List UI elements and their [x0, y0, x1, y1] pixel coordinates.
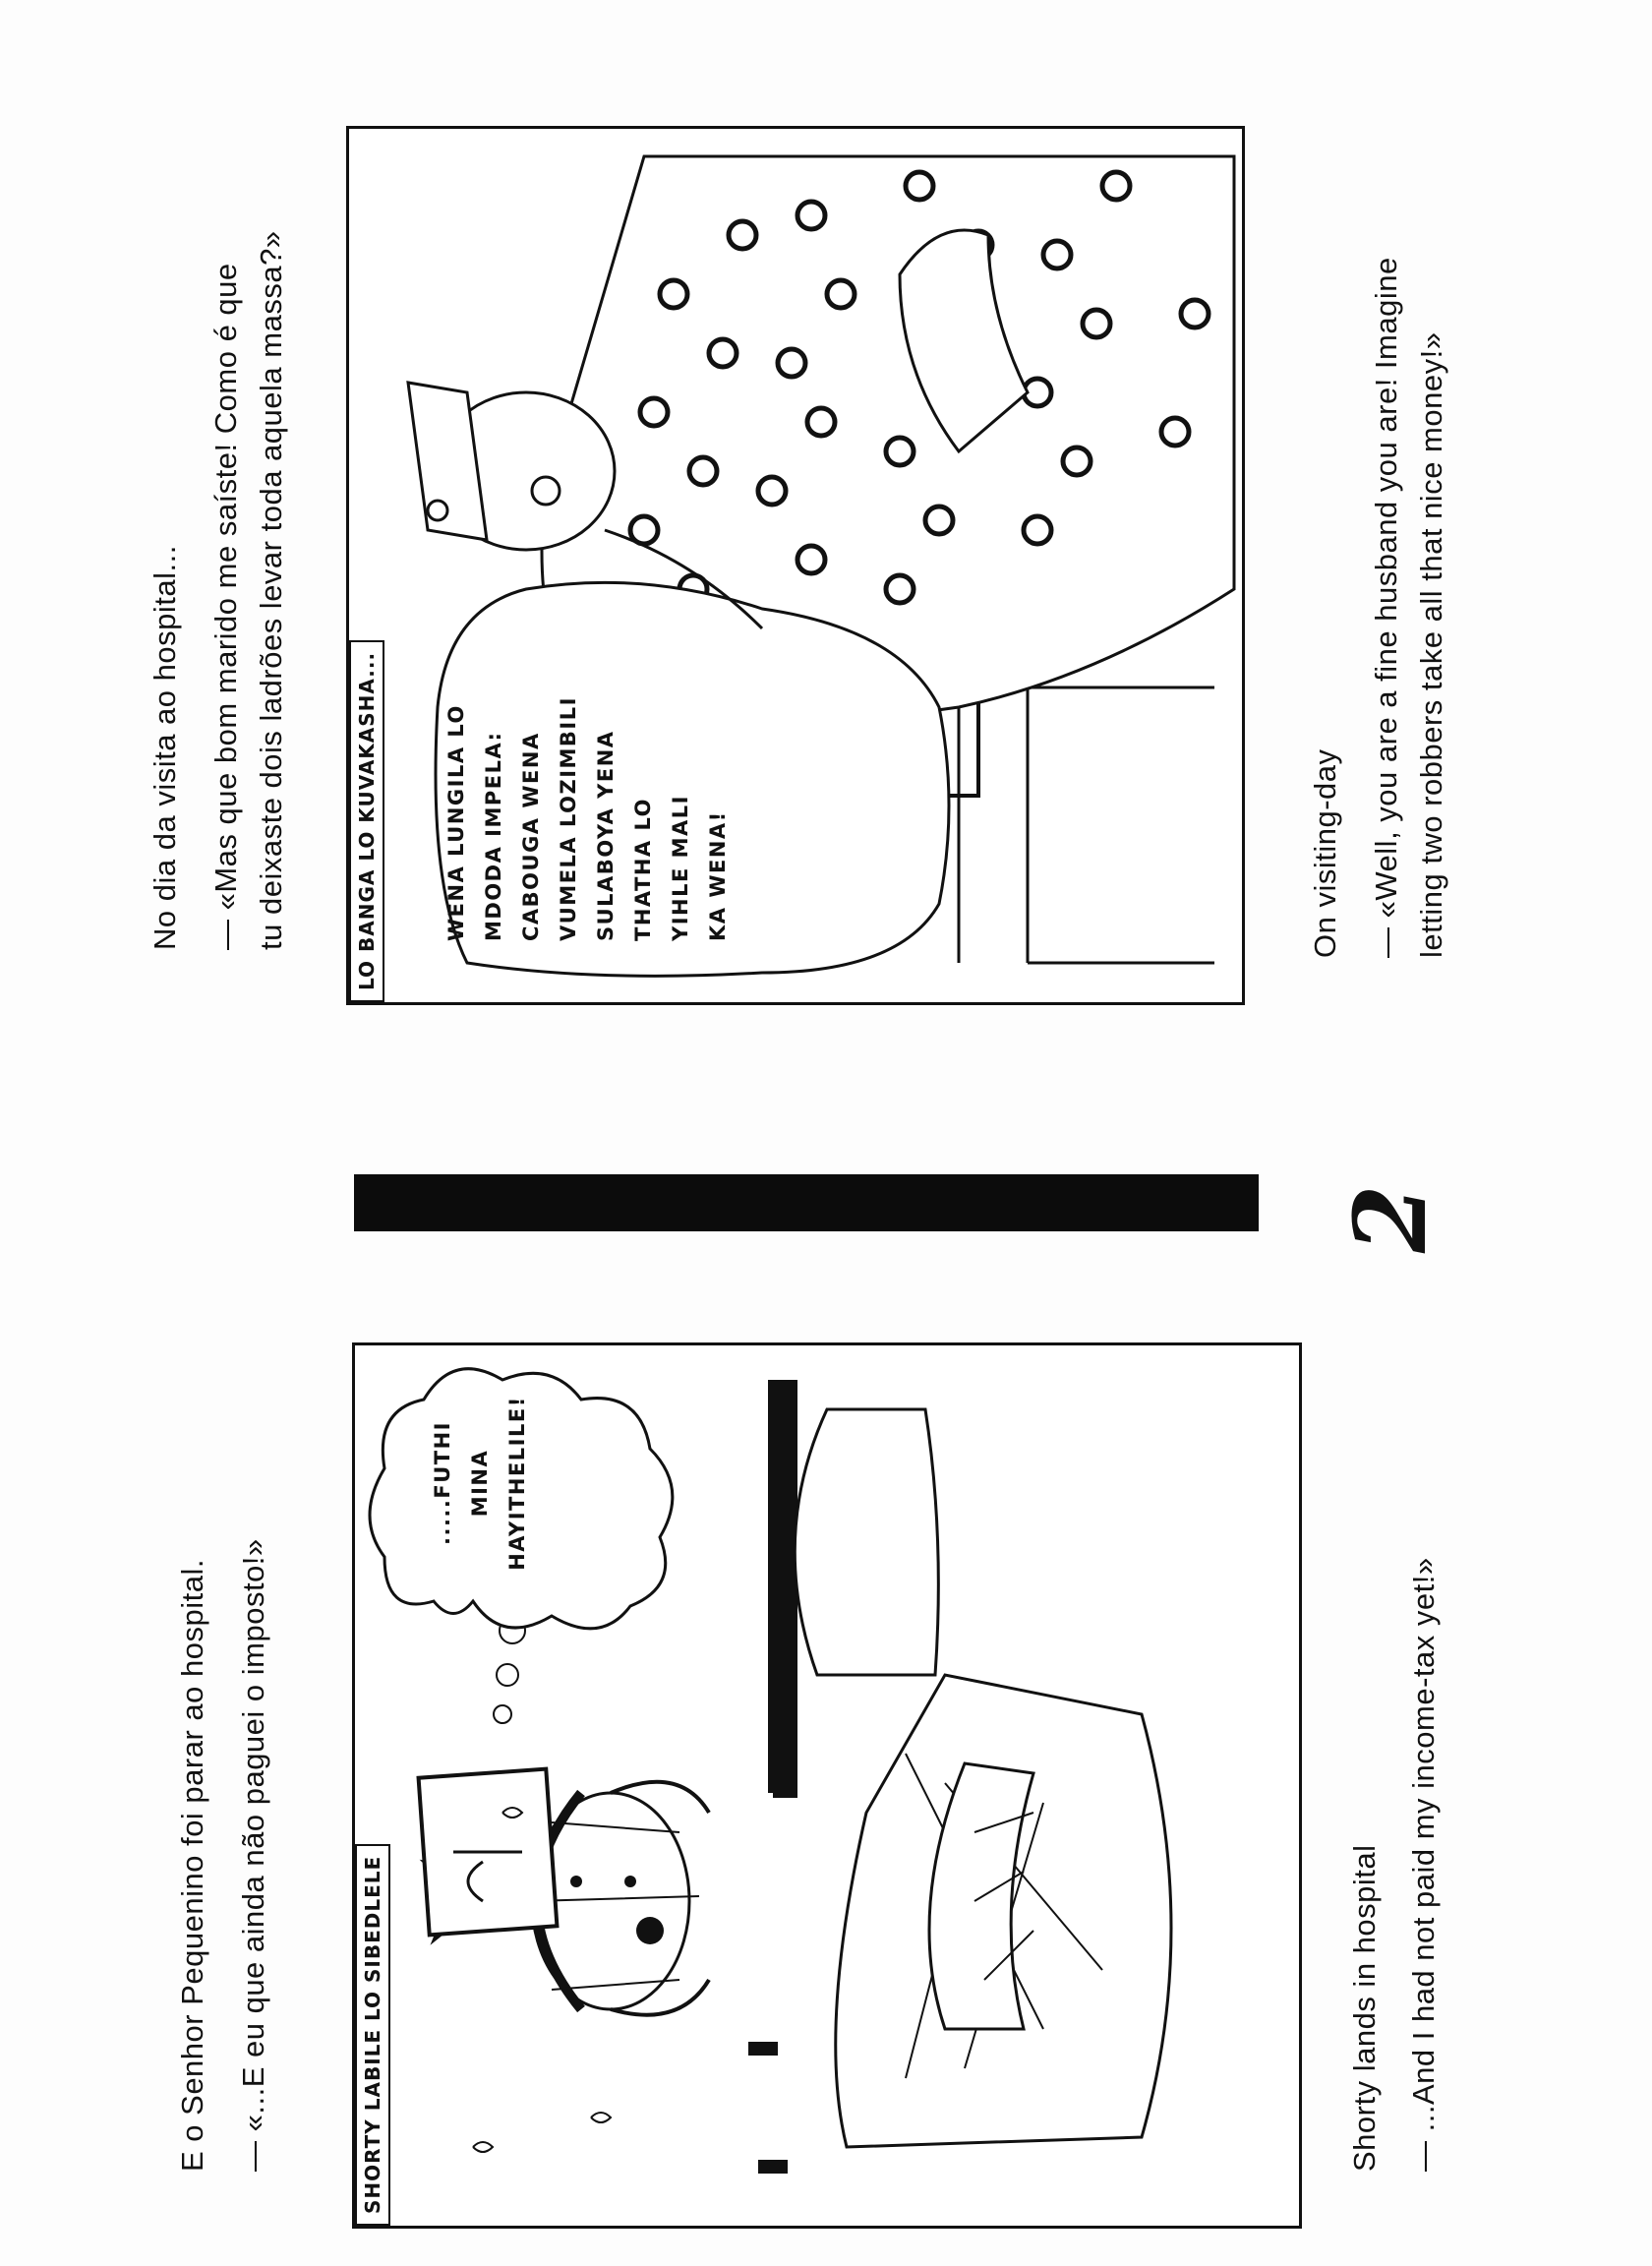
pillow: [795, 1409, 938, 1675]
caption-en-line1: On visiting-day: [1308, 748, 1342, 958]
panel-label-left: SHORTY LABILE LO SIBEDLELE: [355, 1844, 390, 2226]
speech-line: THATHA LO: [631, 798, 655, 941]
speech-line: CABOUGA WENA: [519, 732, 543, 941]
speech-bubble-text: [438, 607, 737, 941]
thought-line: .....FUTHI: [431, 1421, 454, 1545]
caption-en-line3: letting two robbers take all that nice money!»: [1414, 331, 1448, 958]
caption-en-line1: Shorty lands in hospital: [1347, 1844, 1382, 2172]
thought-line: HAYITHELILE!: [505, 1396, 529, 1571]
speech-line: YIHLE MALI: [669, 795, 692, 941]
speech-line: VUMELA LOZIMBILI: [557, 696, 580, 941]
panel-shorty-hospital: [352, 1342, 1302, 2229]
caption-pt-line1: No dia da visita ao hospital...: [148, 545, 182, 950]
page-number: 2: [1332, 1184, 1448, 1253]
panel-wife-visit: [346, 126, 1245, 1005]
caption-pt-line1: E o Senhor Pequenino foi parar ao hospital.: [175, 1559, 209, 2172]
mouth: [636, 1917, 664, 1944]
divider-bar: [354, 1174, 1259, 1231]
thought-bubble-text: [424, 1395, 536, 1572]
speech-line: SULABOYA YENA: [594, 730, 618, 941]
caption-pt-line2: — «Mas que bom marido me saíste! Como é que: [208, 263, 243, 950]
caption-en-line2: — ...And I had not paid my income-tax yet!»: [1406, 1557, 1441, 2172]
caption-en-line2: — «Well, you are a fine husband you are! Imagine: [1369, 257, 1403, 958]
caption-pt-line2: — «...E eu que ainda não paguei o imposto!»: [236, 1538, 270, 2172]
panel-label-right: LO BANGA LO KUVAKASHA...: [349, 640, 384, 1002]
bed-post: [748, 2049, 788, 2167]
thought-line: MINA: [468, 1449, 492, 1518]
speech-line: MDODA IMPELA:: [482, 731, 505, 941]
caption-pt-line3: tu deixaste dois ladrões levar toda aquela massa?»: [254, 230, 288, 950]
speech-line: WENA LUNGILA LO: [444, 704, 468, 941]
speech-line: KA WENA!: [706, 810, 730, 941]
